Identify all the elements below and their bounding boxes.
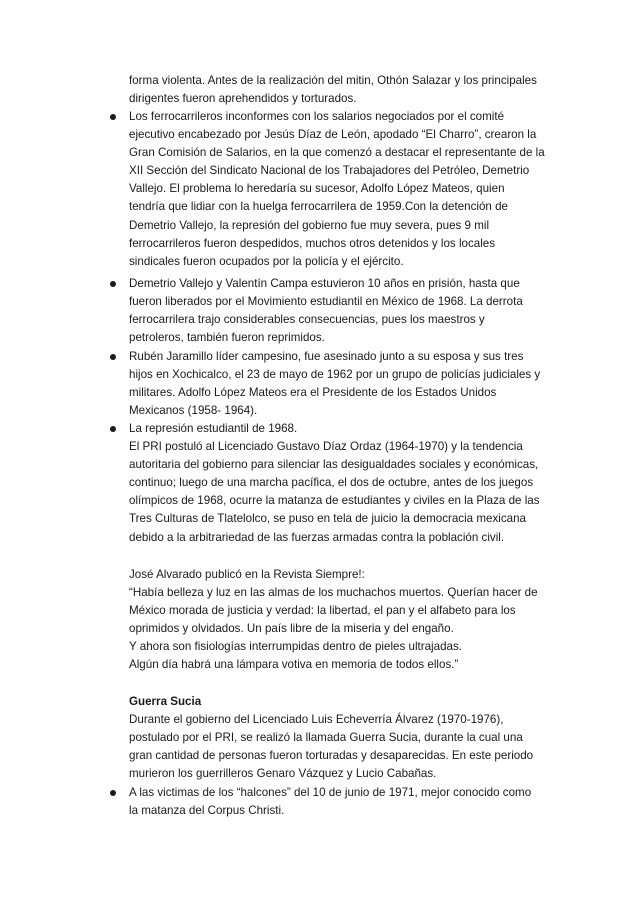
bullet-item-jaramillo	[129, 348, 549, 420]
bullet-item-halcones	[129, 784, 549, 820]
text-line: Demetrio Vallejo, la represión del gobierno fue muy severa, pues 9 mil	[129, 218, 490, 232]
text-line: Rubén Jaramillo líder campesino, fue asesinado junto a su esposa y sus tres	[129, 350, 524, 363]
text-line: XII Sección del Sindicato Nacional de los Trabajadores del Petróleo, Demetrio	[129, 164, 530, 178]
text-line: fueron liberados por el Movimiento estudiantil en México de 1968. La derrota	[129, 295, 523, 309]
text-line: sindicales fueron ocupados por la policía y el ejército.	[129, 254, 404, 268]
quote-line: Algún día habrá una lámpara votiva en memoria de todos ellos.”	[129, 658, 459, 672]
text-line: Los ferrocarrileros inconformes con los salarios negociados por el comité	[129, 110, 505, 123]
text-line: tendría que lidiar con la huelga ferrocarrilera de 1959.Con la detención de	[129, 200, 508, 214]
bullet-icon	[110, 281, 116, 287]
section-guerra-sucia	[129, 693, 549, 783]
bullet-icon	[110, 114, 116, 120]
text-line: militares. Adolfo López Mateos era el Presidente de los Estados Unidos	[129, 386, 497, 400]
text-line: hijos en Xochicalco, el 23 de mayo de 1962 por un grupo de policías judiciales y	[129, 368, 541, 382]
text-line: ejecutivo encabezado por Jesús Díaz de León, apodado “El Charro”, crearon la	[129, 128, 537, 142]
text-line: continuo; luego de una marcha pacífica, el dos de octubre, antes de los juegos	[129, 476, 534, 490]
text-line: la matanza del Corpus Christi.	[129, 804, 285, 818]
text-line: El PRI postuló al Licenciado Gustavo Díaz Ordaz (1964-1970) y la tendencia	[129, 440, 523, 454]
text-line: gran cantidad de personas fueron torturadas y desaparecidas. En este periodo	[129, 749, 534, 763]
paragraph-alvarado-quote	[129, 566, 549, 675]
text-line: forma violenta. Antes de la realización del mitin, Othón Salazar y los principales	[129, 74, 537, 87]
bullet-item-vallejo-campa	[129, 275, 549, 347]
text-line: olímpicos de 1968, ocurre la matanza de estudiantes y civiles en la Plaza de las	[129, 494, 540, 508]
text-line: petroleros, también fueron reprimidos.	[129, 331, 325, 345]
quote-line: oprimidos y olvidados. Un país libre de la miseria y del engaño.	[129, 622, 454, 636]
text-line: debido a la arbitrariedad de las fuerzas armadas contra la población civil.	[129, 530, 505, 544]
paragraph-mitin-continuation	[129, 72, 549, 108]
text-line: dirigentes fueron aprehendidos y torturados.	[129, 92, 357, 106]
text-line: La represión estudiantil de 1968.	[129, 422, 298, 435]
bullet-icon	[110, 426, 116, 432]
bullet-item-represion-1968	[129, 420, 549, 547]
quote-line: Y ahora son fisiologías interrumpidas dentro de pieles ultrajadas.	[129, 640, 462, 654]
bullet-item-ferrocarrileros	[129, 108, 549, 271]
bullet-icon	[110, 354, 116, 360]
section-heading: Guerra Sucia	[129, 695, 202, 708]
text-line: Vallejo. El problema lo heredaría su sucesor, Adolfo López Mateos, quien	[129, 182, 505, 196]
text-line: ferrocarrilera trajo considerables consecuencias, pues los maestros y	[129, 313, 485, 327]
text-line: murieron los guerrilleros Genaro Vázquez y Lucio Cabañas.	[129, 767, 437, 781]
text-line: Tres Culturas de Tlatelolco, se puso en tela de juicio la democracia mexicana	[129, 512, 526, 526]
quote-line: “Había belleza y luz en las almas de los muchachos muertos. Querían hacer de	[129, 586, 538, 600]
text-line: autoritaria del gobierno para silenciar las desigualdades sociales y económicas,	[129, 458, 539, 472]
text-line: postulado por el PRI, se realizó la llamada Guerra Sucia, durante la cual una	[129, 731, 523, 745]
text-line: ferrocarrileros fueron despedidos, muchos otros detenidos y los locales	[129, 236, 496, 250]
text-line: Demetrio Vallejo y Valentín Campa estuvieron 10 años en prisión, hasta que	[129, 277, 520, 290]
text-line: Durante el gobierno del Licenciado Luis Echeverría Álvarez (1970-1976),	[129, 713, 504, 727]
text-line: José Alvarado publicó en la Revista Siempre!:	[129, 568, 365, 581]
bullet-icon	[110, 790, 116, 796]
text-line: Gran Comisión de Salarios, en la que comenzó a destacar el representante de la	[129, 146, 545, 160]
text-line: Mexicanos (1958- 1964).	[129, 404, 258, 418]
quote-line: México morada de justicia y verdad: la libertad, el pan y el alfabeto para los	[129, 604, 516, 618]
text-line: A las victimas de los “halcones” del 10 de junio de 1971, mejor conocido como	[129, 786, 532, 799]
